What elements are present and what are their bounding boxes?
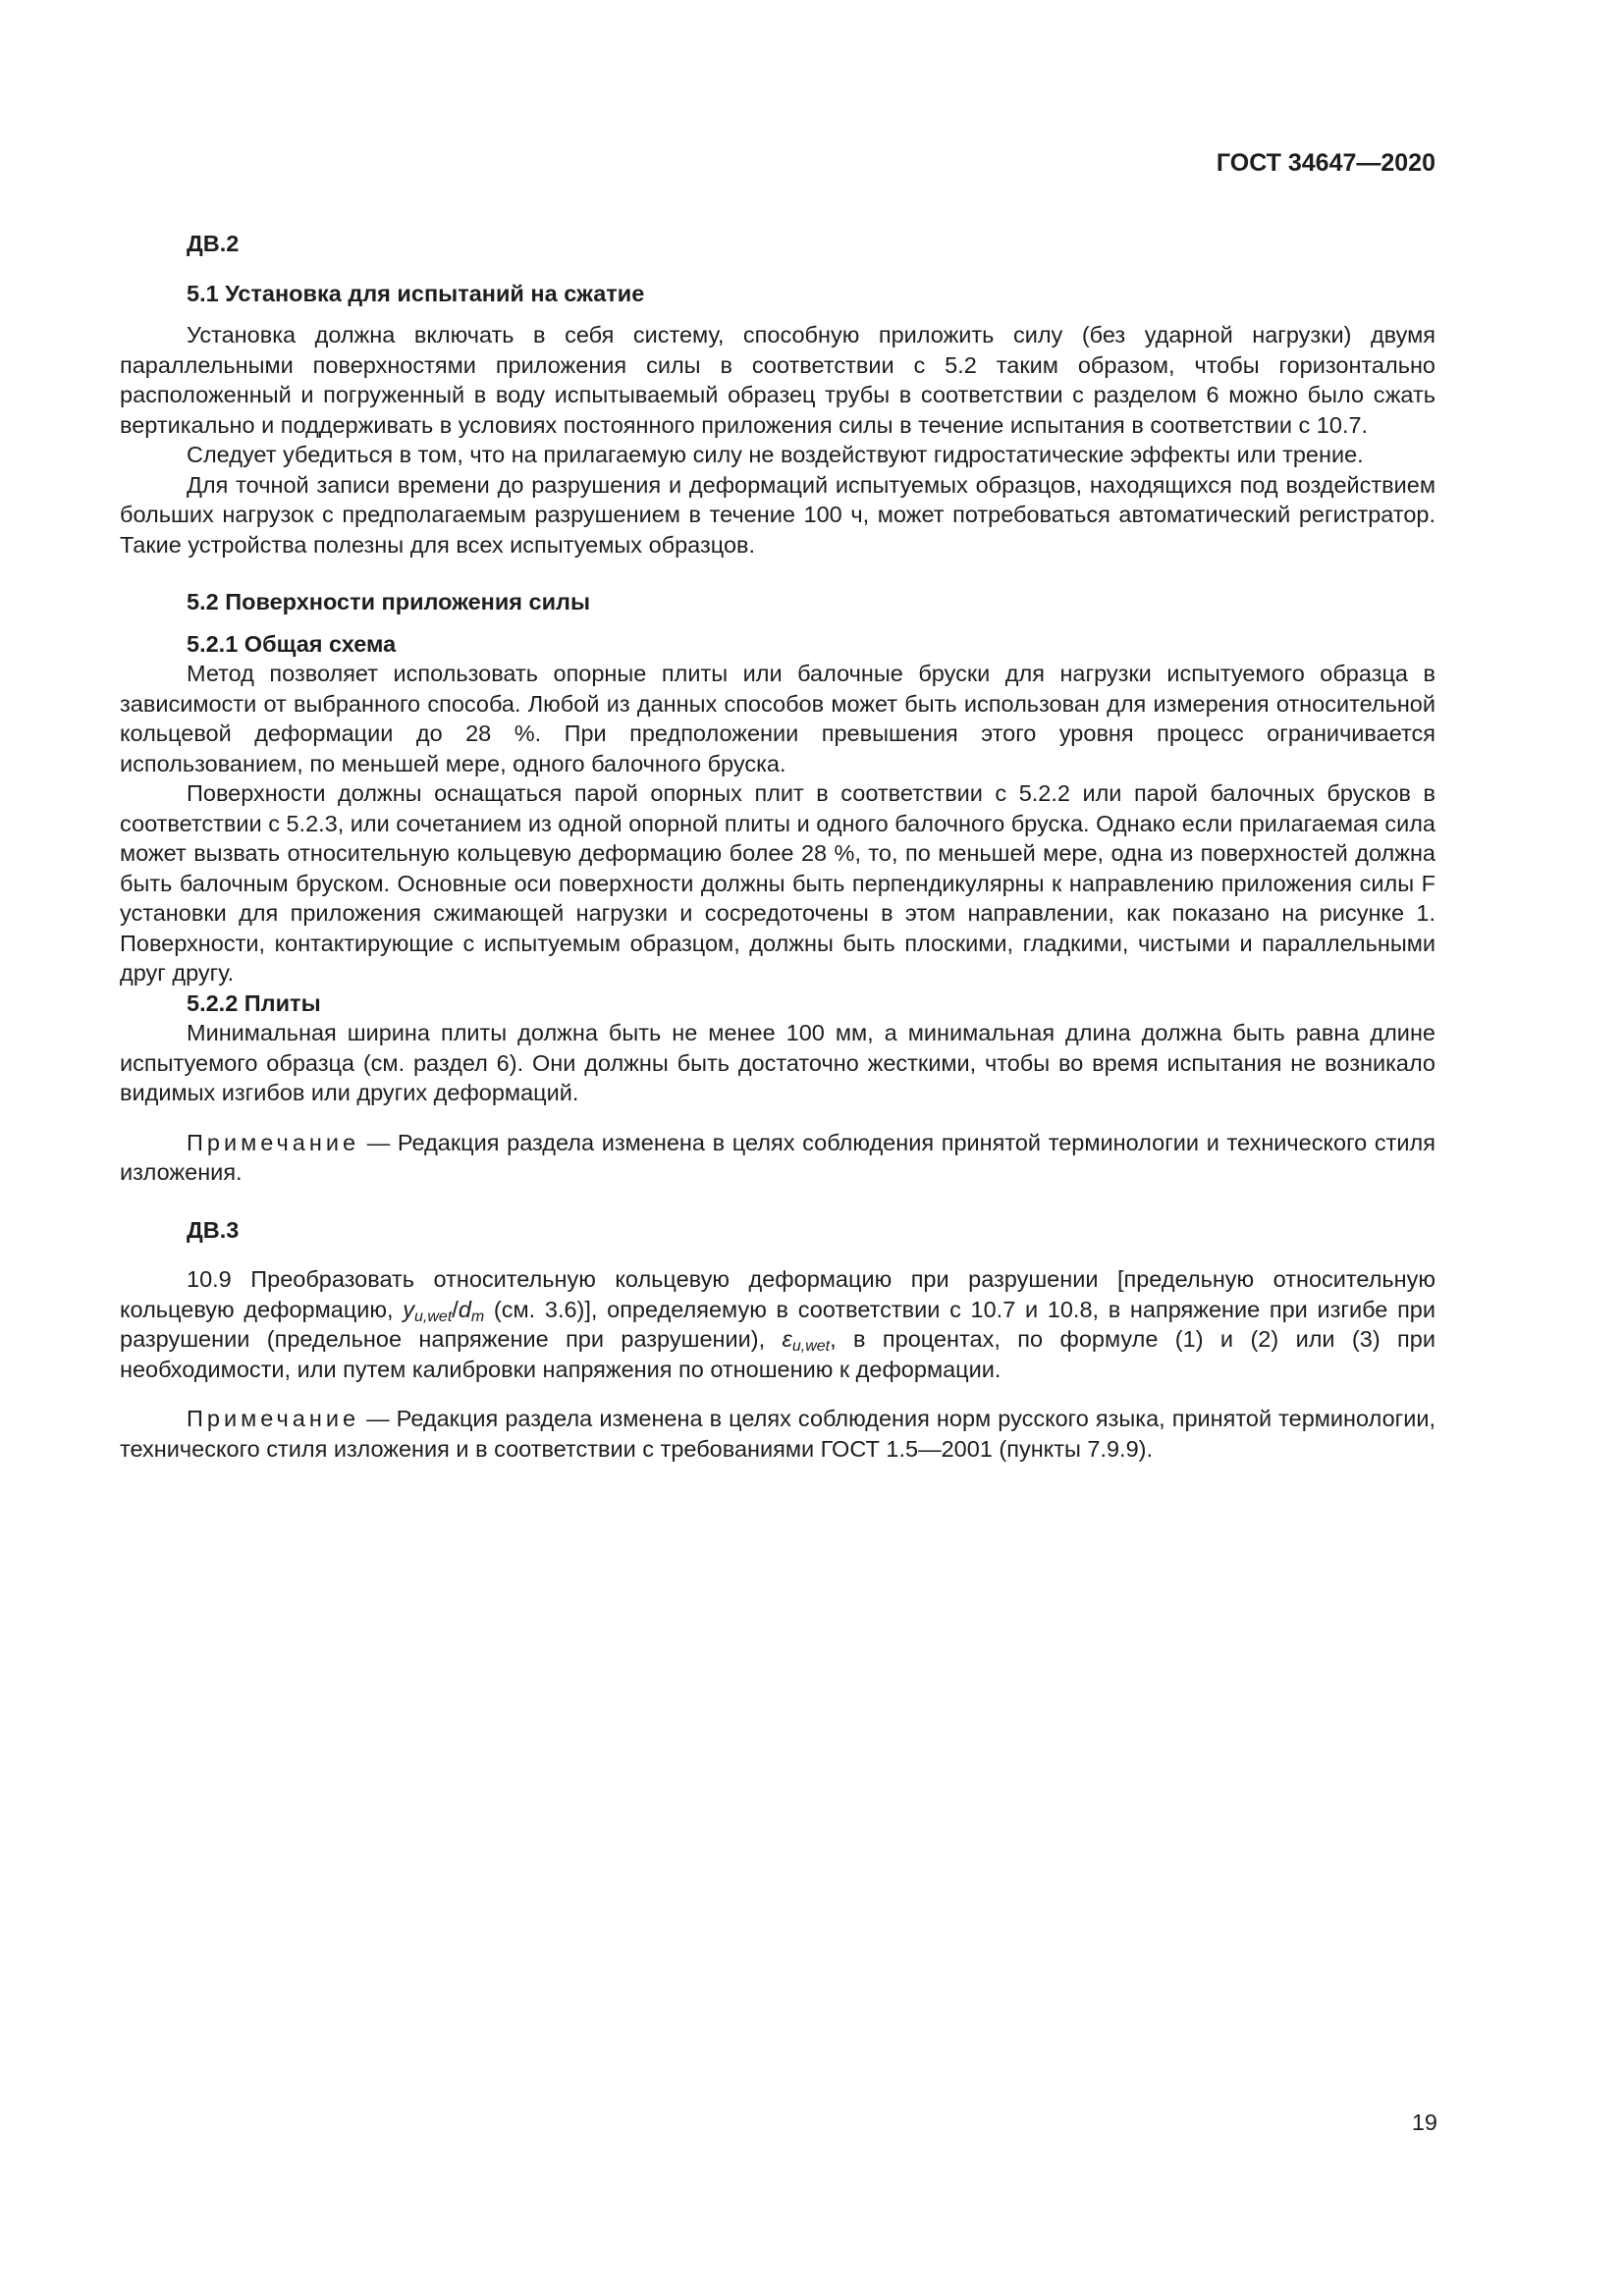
symbol-d-subscript: m bbox=[470, 1308, 485, 1325]
section-5-1-paragraph-3: Для точной записи времени до разрушения и деформаций испытуемых образцов, находящихся под воздействием больших нагрузок с предполагаемым разрушением в течение 100 ч, может потребоваться автоматический регистратор. Такие устройства полезны для всех испытуемых образцов. bbox=[120, 471, 1435, 558]
symbol-epsilon: ε bbox=[782, 1326, 792, 1352]
section-5-1-paragraph-1: Установка должна включать в себя систему, способную приложить силу (без ударной нагрузки) двумя параллельными поверхностями приложения силы в соответствии с 5.2 таким образом, чтобы горизонтально расположенный и погруженный в воду испытываемый образец трубы в соответствии с разделом 6 можно было сжать вертикально и поддерживать в условиях постоянного приложения силы в течение испытания в соответствии с 10.7. bbox=[120, 322, 1435, 438]
note-text: — Редакция раздела изменена в целях соблюдения принятой терминологии и технического стиля изложения. bbox=[120, 1129, 1435, 1185]
section-5-1-heading: 5.1 Установка для испытаний на сжатие bbox=[187, 280, 645, 306]
dv3-title: ДВ.3 bbox=[187, 1216, 240, 1243]
dv2-title: ДВ.2 bbox=[187, 231, 240, 256]
section-5-1-paragraph-2: Следует убедиться в том, что на прилагаемую силу не воздействуют гидростатические эффекты или трение. bbox=[187, 442, 1364, 467]
section-5-2-1-heading: 5.2.1 Общая схема bbox=[187, 630, 397, 657]
symbol-d: d bbox=[458, 1296, 471, 1322]
symbol-y-subscript: u,wet bbox=[414, 1308, 453, 1325]
note-text: — Редакция раздела изменена в целях соблюдения норм русского языка, принятой терминологии, технического стиля изложения и в соответствии с требованиями ГОСТ 1.5—2001 (пункты 7.9.9). bbox=[120, 1406, 1435, 1462]
section-10-9-paragraph bbox=[120, 1264, 1435, 1384]
text-run: 10.9 Преобразовать относительную кольцевую деформацию при разрушении [предельную относительную кольцевую деформацию, bbox=[120, 1266, 1435, 1322]
section-5-2-1-paragraph-2: Поверхности должны оснащаться парой опорных плит в соответствии с 5.2.2 или парой балочных брусков в соответствии с 5.2.3, или сочетанием из одной опорной плиты и одного балочного бруска. Однако если прилагаемая сила может вызвать относительную кольцевую деформацию более 28 %, то, по меньшей мере, одна из поверхностей должна быть балочным бруском. Основные оси поверхности должны быть перпендикулярны к направлению приложения силы F установки для приложения сжимающей нагрузки и сосредоточены в этом направлении, как показано на рисунке 1. Поверхности, контактирующие с испытуемым образцом, должны быть плоскими, гладкими, чистыми и параллельными друг другу. bbox=[120, 780, 1436, 986]
dv3-note bbox=[120, 1404, 1435, 1464]
symbol-epsilon-subscript: u,wet bbox=[791, 1338, 831, 1355]
note-label: Примечание bbox=[187, 1406, 360, 1431]
dv2-note bbox=[120, 1128, 1435, 1188]
page-number: 19 bbox=[1411, 2109, 1437, 2135]
section-5-2-2-heading: 5.2.2 Плиты bbox=[187, 989, 321, 1016]
section-5-2-2-paragraph-1: Минимальная ширина плиты должна быть не менее 100 мм, а минимальная длина должна быть равна длине испытуемого образца (см. раздел 6). Они должны быть достаточно жесткими, чтобы во время испытания не возникало видимых изгибов или других деформаций. bbox=[120, 1020, 1435, 1105]
page-content bbox=[120, 229, 1435, 1464]
section-5-2-1-paragraph-1: Метод позволяет использовать опорные плиты или балочные бруски для нагрузки испытуемого образца в зависимости от выбранного способа. Любой из данных способов может быть использован для измерения относительной кольцевой деформации до 28 %. При предположении превышения этого уровня процесс ограничивается использованием, по меньшей мере, одного балочного бруска. bbox=[120, 661, 1435, 776]
note-label: Примечание bbox=[187, 1129, 360, 1155]
standard-number: ГОСТ 34647—2020 bbox=[1216, 149, 1435, 177]
text-run: , в процентах, по формуле (1) и (2) или (3) при необходимости, или путем калибровки напряжения по отношению к деформации. bbox=[120, 1326, 1435, 1382]
slash: / bbox=[452, 1296, 459, 1322]
text-run: (см. 3.6)], определяемую в соответствии с 10.7 и 10.8, в напряжение при изгибе при разрушении (предельное напряжение при разрушении), bbox=[120, 1296, 1435, 1352]
symbol-y: y bbox=[403, 1296, 415, 1322]
section-5-2-heading: 5.2 Поверхности приложения силы bbox=[187, 589, 591, 614]
